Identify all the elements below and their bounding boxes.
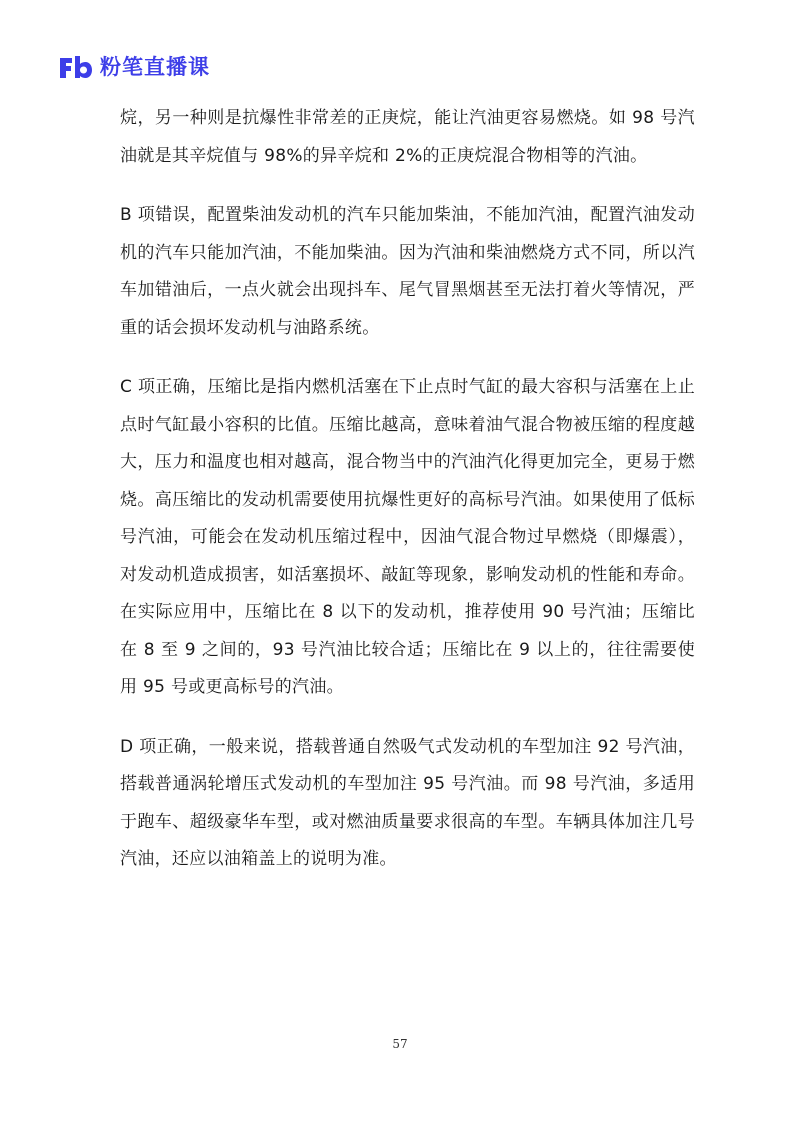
paragraph-continued: 烷，另一种则是抗爆性非常差的正庚烷，能让汽油更容易燃烧。如 98 号汽油就是其辛烷值与 98%的异辛烷和 2%的正庚烷混合物相等的汽油。 — [120, 108, 695, 166]
page-number: 57 — [392, 1037, 408, 1051]
brand-name: 粉笔直播课 — [100, 55, 210, 79]
paragraph-option-b: B 项错误，配置柴油发动机的汽车只能加柴油，不能加汽油，配置汽油发动机的汽车只能加汽油，不能加柴油。因为汽油和柴油燃烧方式不同，所以汽车加错油后，一点火就会出现抖车、尾气冒黑烟甚至无法打着火等情况，严重的话会损坏发动机与油路系统。 — [120, 205, 695, 338]
page-header — [58, 52, 210, 82]
paragraph-option-d: D 项正确，一般来说，搭载普通自然吸气式发动机的车型加注 92 号汽油，搭载普通涡轮增压式发动机的车型加注 95 号汽油。而 98 号汽油，多适用于跑车、超级豪华车型，或对燃油质量要求很高的车型。车辆具体加注几号汽油，还应以油箱盖上的说明为准。 — [120, 736, 695, 869]
article-body — [120, 100, 695, 901]
fb-logo-icon — [58, 54, 94, 80]
paragraph-option-c: C 项正确，压缩比是指内燃机活塞在下止点时气缸的最大容积与活塞在上止点时气缸最小容积的比值。压缩比越高，意味着油气混合物被压缩的程度越大，压力和温度也相对越高，混合物当中的汽油汽化得更加完全，更易于燃烧。高压缩比的发动机需要使用抗爆性更好的高标号汽油。如果使用了低标号汽油，可能会在发动机压缩过程中，因油气混合物过早燃烧（即爆震），对发动机造成损害，如活塞损坏、敲缸等现象，影响发动机的性能和寿命。在实际应用中，压缩比在 8 以下的发动机，推荐使用 90 号汽油；压缩比在 8 至 9 之间的，93 号汽油比较合适；压缩比在 9 以上的，往往需要使用 95 号或更高标号的汽油。 — [120, 377, 695, 697]
